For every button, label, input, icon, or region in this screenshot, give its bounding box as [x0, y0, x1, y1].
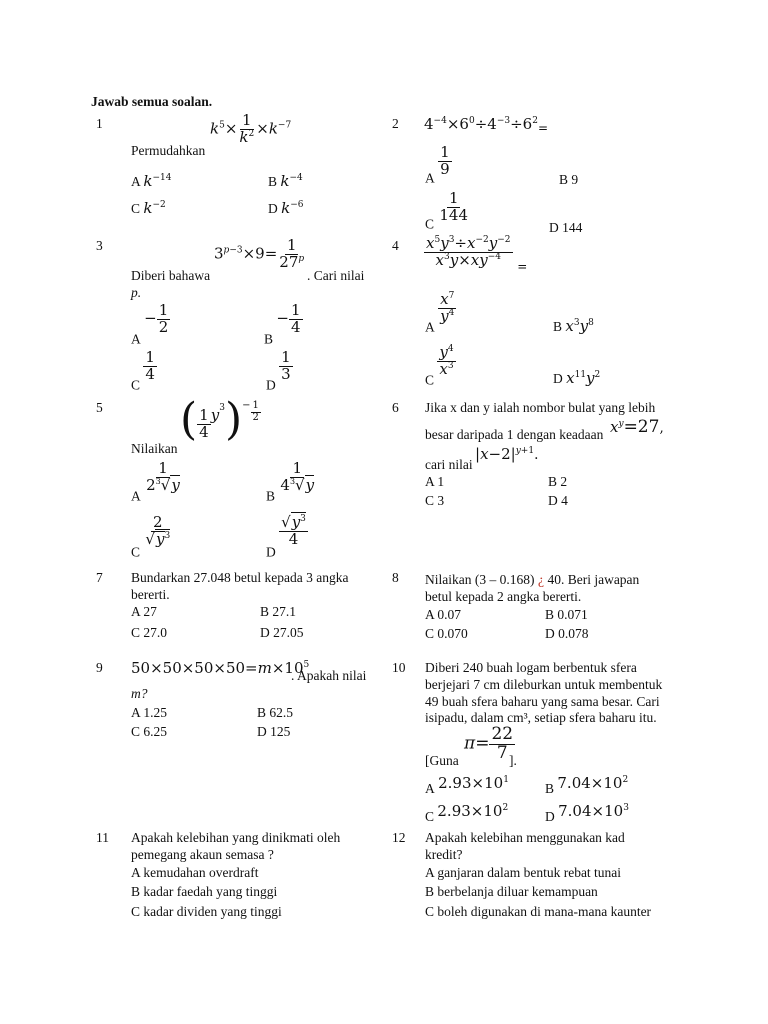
q10-option-d[interactable]: D $7.04\times 10^3$	[545, 802, 629, 824]
q6-line-2: besar daripada 1 dengan keadaan	[425, 427, 604, 442]
q3-option-d[interactable]: D $\frac{1}{3}$	[266, 348, 291, 393]
q7-line-2: bererti.	[131, 587, 170, 602]
q5-stem: Nilaikan	[131, 441, 178, 456]
q3-option-c[interactable]: C $\frac{1}{4}$	[131, 348, 155, 393]
q6-option-a[interactable]: A 1	[425, 474, 445, 489]
q5-option-a[interactable]: A $\frac{1}{2^3√y}$	[131, 459, 180, 504]
q1-option-c[interactable]: C $k^{-2}$	[131, 199, 166, 217]
q10-line-4: isipadu, dalam cm³, setiap sfera baharu itu.	[425, 710, 657, 725]
q7-line-1: Bundarkan 27.048 betul kepada 3 angka	[131, 570, 349, 585]
q5-option-c[interactable]: C $\frac{2}{√y^3}$	[131, 513, 171, 560]
q4-option-b[interactable]: B $x^3y^8$	[553, 317, 594, 335]
question-number: 11	[96, 830, 109, 845]
q9-stem-variable: m?	[131, 686, 148, 701]
q10-line-2: berjejari 7 cm dileburkan untuk membentuk	[425, 677, 663, 692]
q11-option-c[interactable]: C kadar dividen yang tinggi	[131, 904, 282, 919]
question-number: 7	[96, 570, 103, 585]
q7-option-c[interactable]: C 27.0	[131, 625, 168, 640]
question-number: 3	[96, 238, 103, 253]
q9-expression: $50\times 50\times 50\times 50=m\times 10^5$	[131, 659, 310, 677]
q1-expression: $k^5\times$ $\frac{1}{k^2}$ $\times k^{-7}$	[210, 111, 292, 146]
q1-option-b[interactable]: B $k^{-4}$	[268, 172, 303, 190]
q12-option-c[interactable]: C boleh digunakan di mana-mana kaunter	[425, 904, 652, 919]
question-number: 10	[392, 660, 406, 675]
q4-option-c[interactable]: C $\frac{y^4}{x^3}$	[425, 343, 454, 388]
q10-guna-end: ].	[509, 753, 517, 768]
q8-line-2: betul kepada 2 angka bererti.	[425, 589, 582, 604]
q8-line-1: Nilaikan (3 – 0.168) ¿ 40. Beri jawapan	[425, 572, 640, 588]
q11-option-a[interactable]: A kemudahan overdraft	[131, 865, 259, 880]
q2-option-b[interactable]: B 9	[559, 172, 579, 187]
q9-option-a[interactable]: A 1.25	[131, 705, 168, 720]
q6-condition: $x^y=27$,	[610, 417, 664, 437]
q9-option-d[interactable]: D 125	[257, 724, 291, 739]
q12-option-b[interactable]: B berbelanja diluar kemampuan	[425, 884, 598, 899]
q7-option-a[interactable]: A 27	[131, 604, 157, 619]
q10-option-c[interactable]: C $2.93\times 10^2$	[425, 802, 509, 824]
q6-option-c[interactable]: C 3	[425, 493, 445, 508]
q10-guna: [Guna	[425, 753, 459, 768]
q8-option-d[interactable]: D 0.078	[545, 626, 589, 641]
q12-option-a[interactable]: A ganjaran dalam bentuk rebat tunai	[425, 865, 622, 880]
q7-option-b[interactable]: B 27.1	[260, 604, 297, 619]
q2-option-a[interactable]: A $\frac{1}{9}$	[425, 143, 450, 186]
q6-line-3: cari nilai	[425, 457, 473, 472]
q3-option-a[interactable]: A − $\frac{1}{2}$	[131, 301, 169, 347]
question-number: 1	[96, 116, 103, 131]
question-number: 6	[392, 400, 399, 415]
q10-pi-value: π= $\frac{22}{7}$	[464, 724, 514, 763]
q4-option-a[interactable]: A $\frac{x^7}{y^4}$	[425, 290, 455, 335]
question-number: 5	[96, 400, 103, 415]
q6-option-b[interactable]: B 2	[548, 474, 568, 489]
q5-option-d[interactable]: D $\frac{√y^3}{4}$	[266, 513, 306, 560]
q12-line-1: Apakah kelebihan menggunakan kad	[425, 830, 625, 845]
q1-option-d[interactable]: D $k^{-6}$	[268, 199, 304, 217]
unknown-operator-icon: ¿	[537, 573, 545, 588]
q12-line-2: kredit?	[425, 847, 463, 862]
q3-expression: $3^{p-3}\times 9=$ $\frac{1}{27^p}$	[214, 236, 305, 271]
question-number: 4	[392, 238, 399, 253]
q10-option-b[interactable]: B $7.04\times 10^2$	[545, 774, 629, 796]
q8-option-a[interactable]: A 0.07	[425, 607, 462, 622]
q10-line-3: 49 buah sfera baharu yang sama besar. Cari	[425, 694, 660, 709]
q3-stem-variable: p.	[131, 285, 142, 300]
q9-option-c[interactable]: C 6.25	[131, 724, 168, 739]
q4-expression: $\frac{x^5y^3\div x^{-2}y^{-2}}{x^3y\times xy^{-4}}$ $_=$	[426, 234, 528, 274]
q8-option-c[interactable]: C 0.070	[425, 626, 468, 641]
q1-option-a[interactable]: A $k^{-14}$	[131, 172, 172, 190]
q11-line-2: pemegang akaun semasa ?	[131, 847, 274, 862]
question-number: 2	[392, 116, 399, 131]
instruction-heading: Jawab semua soalan.	[91, 94, 213, 109]
q6-option-d[interactable]: D 4	[548, 493, 568, 508]
q4-option-d[interactable]: D $x^{11}y^2$	[553, 369, 601, 387]
q5-option-b[interactable]: B $\frac{1}{4^3√y}$	[266, 459, 315, 504]
q11-line-1: Apakah kelebihan yang dinikmati oleh	[131, 830, 341, 845]
question-number: 12	[392, 830, 406, 845]
q3-stem: Diberi bahawa	[131, 268, 211, 283]
q3-stem-cont: . Cari nilai	[307, 268, 365, 283]
q1-stem: Permudahkan	[131, 143, 206, 158]
q10-line-1: Diberi 240 buah logam berbentuk sfera	[425, 660, 637, 675]
q6-line-1: Jika x dan y ialah nombor bulat yang lebih	[425, 400, 656, 415]
q6-expression: $|x-2|^{y+1}$.	[475, 445, 539, 463]
q8-option-b[interactable]: B 0.071	[545, 607, 588, 622]
q3-option-b[interactable]: B − $\frac{1}{4}$	[264, 301, 301, 347]
q9-option-b[interactable]: B 62.5	[257, 705, 294, 720]
question-number: 8	[392, 570, 399, 585]
q2-option-d[interactable]: D 144	[549, 220, 583, 235]
q5-expression: ( $\frac{1}{4}$ $y^3$) − $\frac{1}{2}$	[180, 394, 259, 445]
q7-option-d[interactable]: D 27.05	[260, 625, 304, 640]
question-number: 9	[96, 660, 103, 675]
q2-expression: $4^{-4}\times 6^0\div 4^{-3}\div 6^2_=$	[424, 115, 549, 135]
q2-option-c[interactable]: C $\frac{1}{144}$	[425, 189, 469, 232]
q10-option-a[interactable]: A $2.93\times 10^1$	[425, 774, 509, 796]
q9-stem: . Apakah nilai	[291, 668, 367, 683]
q11-option-b[interactable]: B kadar faedah yang tinggi	[131, 884, 278, 899]
